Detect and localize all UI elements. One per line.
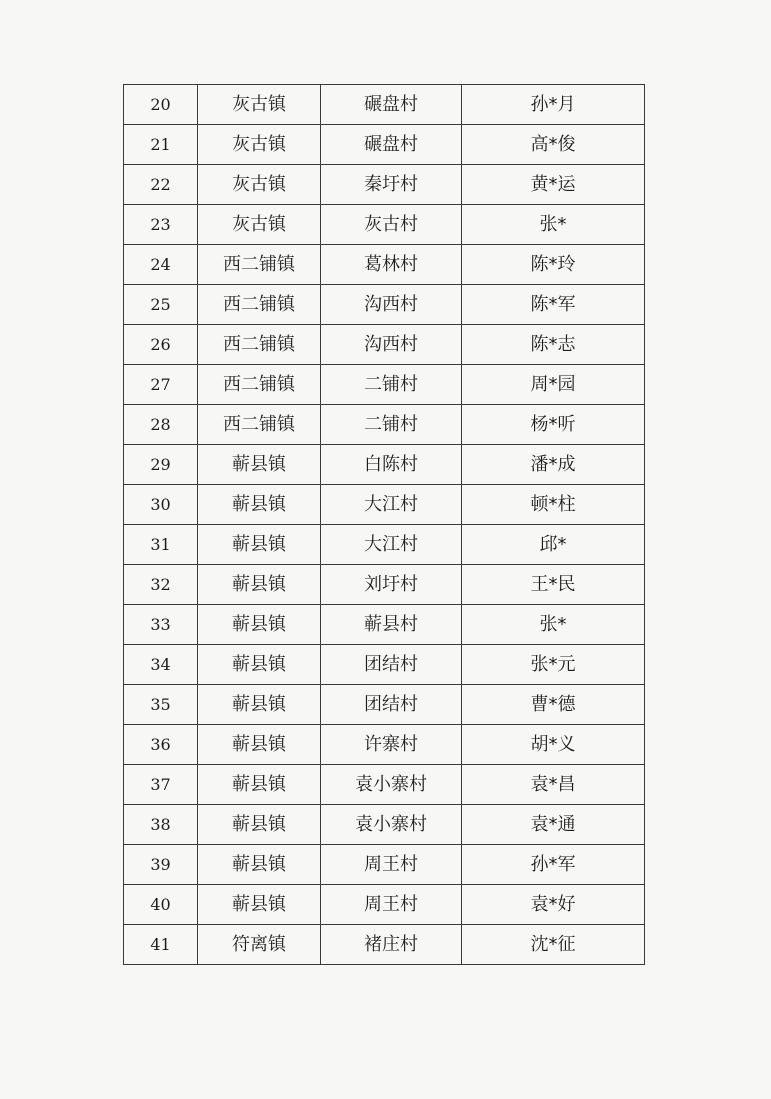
row-number: 31: [124, 525, 198, 565]
person-name-cell: 潘*成: [462, 445, 645, 485]
roster-table-body: [124, 85, 645, 965]
row-number: 25: [124, 285, 198, 325]
village-cell: 秦圩村: [321, 165, 462, 205]
village-cell: 沟西村: [321, 325, 462, 365]
town-cell: 灰古镇: [198, 85, 321, 125]
row-number: 23: [124, 205, 198, 245]
table-row: [124, 925, 645, 965]
row-number: 38: [124, 805, 198, 845]
town-cell: 蕲县镇: [198, 725, 321, 765]
row-number: 41: [124, 925, 198, 965]
village-cell: 刘圩村: [321, 565, 462, 605]
row-number: 32: [124, 565, 198, 605]
row-number: 21: [124, 125, 198, 165]
person-name-cell: 胡*义: [462, 725, 645, 765]
table-row: [124, 845, 645, 885]
person-name-cell: 张*: [462, 605, 645, 645]
row-number: 33: [124, 605, 198, 645]
town-cell: 西二铺镇: [198, 325, 321, 365]
town-cell: 蕲县镇: [198, 845, 321, 885]
village-cell: 葛林村: [321, 245, 462, 285]
village-cell: 周王村: [321, 885, 462, 925]
town-cell: 蕲县镇: [198, 645, 321, 685]
person-name-cell: 周*园: [462, 365, 645, 405]
village-cell: 许寨村: [321, 725, 462, 765]
town-cell: 蕲县镇: [198, 805, 321, 845]
village-cell: 碾盘村: [321, 85, 462, 125]
person-name-cell: 陈*军: [462, 285, 645, 325]
town-cell: 蕲县镇: [198, 485, 321, 525]
village-cell: 蕲县村: [321, 605, 462, 645]
village-cell: 二铺村: [321, 405, 462, 445]
village-cell: 袁小寨村: [321, 765, 462, 805]
row-number: 37: [124, 765, 198, 805]
person-name-cell: 袁*好: [462, 885, 645, 925]
person-name-cell: 王*民: [462, 565, 645, 605]
person-name-cell: 陈*志: [462, 325, 645, 365]
town-cell: 西二铺镇: [198, 365, 321, 405]
village-cell: 团结村: [321, 645, 462, 685]
row-number: 29: [124, 445, 198, 485]
table-row: [124, 725, 645, 765]
table-row: [124, 85, 645, 125]
row-number: 20: [124, 85, 198, 125]
person-name-cell: 袁*昌: [462, 765, 645, 805]
person-name-cell: 孙*军: [462, 845, 645, 885]
village-cell: 周王村: [321, 845, 462, 885]
person-name-cell: 孙*月: [462, 85, 645, 125]
person-name-cell: 张*: [462, 205, 645, 245]
row-number: 22: [124, 165, 198, 205]
town-cell: 西二铺镇: [198, 285, 321, 325]
person-name-cell: 袁*通: [462, 805, 645, 845]
row-number: 24: [124, 245, 198, 285]
village-cell: 袁小寨村: [321, 805, 462, 845]
village-cell: 沟西村: [321, 285, 462, 325]
person-name-cell: 顿*柱: [462, 485, 645, 525]
table-row: [124, 485, 645, 525]
table-row: [124, 165, 645, 205]
table-row: [124, 605, 645, 645]
row-number: 40: [124, 885, 198, 925]
town-cell: 符离镇: [198, 925, 321, 965]
table-row: [124, 285, 645, 325]
row-number: 27: [124, 365, 198, 405]
person-name-cell: 高*俊: [462, 125, 645, 165]
town-cell: 蕲县镇: [198, 565, 321, 605]
town-cell: 蕲县镇: [198, 765, 321, 805]
row-number: 28: [124, 405, 198, 445]
person-name-cell: 张*元: [462, 645, 645, 685]
table-row: [124, 885, 645, 925]
town-cell: 蕲县镇: [198, 445, 321, 485]
person-name-cell: 陈*玲: [462, 245, 645, 285]
town-cell: 灰古镇: [198, 165, 321, 205]
town-cell: 蕲县镇: [198, 605, 321, 645]
village-cell: 白陈村: [321, 445, 462, 485]
table-row: [124, 645, 645, 685]
village-cell: 褚庄村: [321, 925, 462, 965]
table-row: [124, 405, 645, 445]
village-cell: 灰古村: [321, 205, 462, 245]
table-row: [124, 685, 645, 725]
town-cell: 蕲县镇: [198, 885, 321, 925]
town-cell: 蕲县镇: [198, 525, 321, 565]
table-row: [124, 125, 645, 165]
village-cell: 大江村: [321, 525, 462, 565]
village-cell: 碾盘村: [321, 125, 462, 165]
table-row: [124, 765, 645, 805]
town-cell: 西二铺镇: [198, 405, 321, 445]
table-row: [124, 365, 645, 405]
town-cell: 西二铺镇: [198, 245, 321, 285]
table-row: [124, 445, 645, 485]
row-number: 36: [124, 725, 198, 765]
village-cell: 大江村: [321, 485, 462, 525]
row-number: 34: [124, 645, 198, 685]
table-row: [124, 245, 645, 285]
row-number: 30: [124, 485, 198, 525]
person-name-cell: 黄*运: [462, 165, 645, 205]
table-row: [124, 565, 645, 605]
person-name-cell: 曹*德: [462, 685, 645, 725]
table-row: [124, 325, 645, 365]
person-name-cell: 杨*听: [462, 405, 645, 445]
town-cell: 灰古镇: [198, 205, 321, 245]
row-number: 26: [124, 325, 198, 365]
town-cell: 蕲县镇: [198, 685, 321, 725]
person-name-cell: 沈*征: [462, 925, 645, 965]
roster-table: [123, 84, 645, 965]
table-row: [124, 805, 645, 845]
table-row: [124, 525, 645, 565]
village-cell: 团结村: [321, 685, 462, 725]
table-row: [124, 205, 645, 245]
row-number: 35: [124, 685, 198, 725]
town-cell: 灰古镇: [198, 125, 321, 165]
person-name-cell: 邱*: [462, 525, 645, 565]
village-cell: 二铺村: [321, 365, 462, 405]
row-number: 39: [124, 845, 198, 885]
